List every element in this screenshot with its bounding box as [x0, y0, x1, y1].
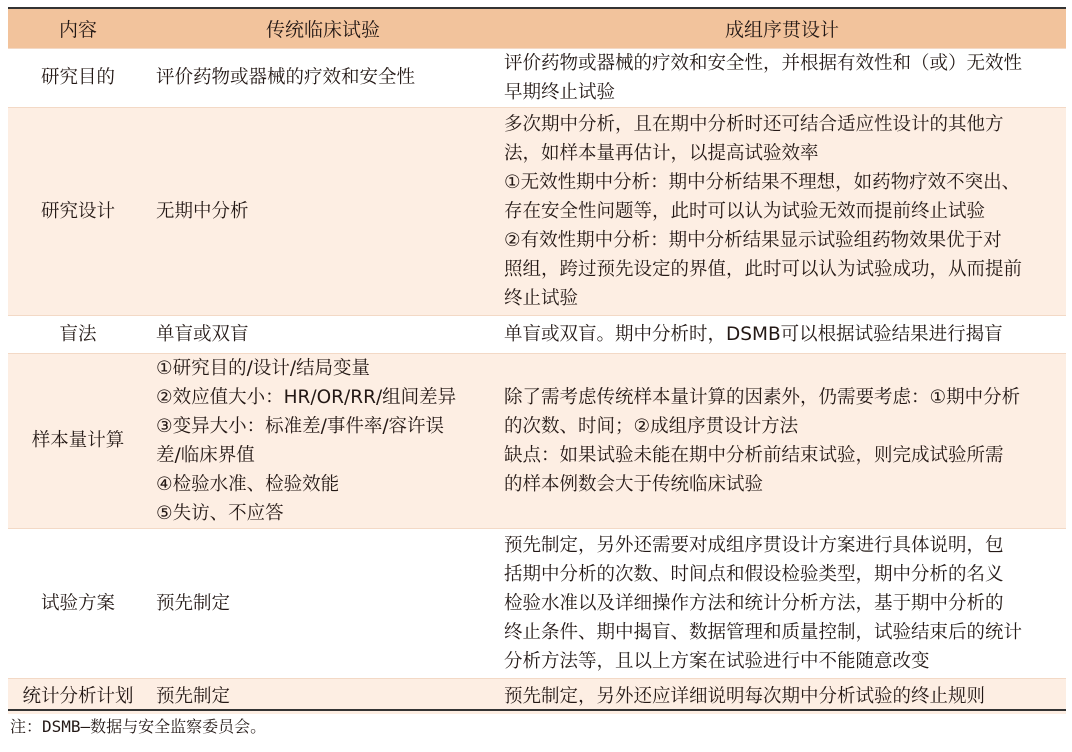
- traditional-line: ④检验水准、检验效能: [156, 473, 340, 495]
- traditional-cell: [148, 107, 498, 315]
- traditional-cell: [148, 528, 498, 678]
- traditional-line: 无期中分析: [156, 200, 249, 222]
- table-row: [8, 107, 1066, 315]
- sequential-line: 的次数、时间；②成组序贯设计方法: [504, 415, 799, 437]
- sequential-line: 终止试验: [504, 287, 579, 309]
- sequential-line: 照组，跨过预先设定的界值，此时可以认为试验成功，从而提前: [504, 258, 1023, 280]
- row-label: 试验方案: [40, 592, 115, 614]
- row-label: 统计分析计划: [22, 685, 134, 707]
- footnote: 注：DSMB—数据与安全监察委员会。: [10, 717, 267, 736]
- sequential-line: ②有效性期中分析：期中分析结果显示试验组药物效果优于对: [504, 229, 1002, 251]
- table-row: [8, 528, 1066, 678]
- sequential-line: 分析方法等，且以上方案在试验进行中不能随意改变: [504, 650, 930, 672]
- table-row: [8, 353, 1066, 528]
- sequential-line: 缺点：如果试验未能在期中分析前结束试验，则完成试验所需: [504, 444, 1004, 466]
- row-label: 样本量计算: [31, 430, 125, 451]
- sequential-line: 终止条件、期中揭盲、数据管理和质量控制，试验结束后的统计: [504, 621, 1023, 643]
- sequential-line: 预先制定，另外还应详细说明每次期中分析试验的终止规则: [504, 685, 986, 707]
- traditional-line: 预先制定: [156, 685, 231, 707]
- table-body: [8, 48, 1066, 714]
- traditional-cell: [148, 315, 498, 353]
- row-label: 盲法: [59, 323, 97, 345]
- traditional-line: ①研究目的/设计/结局变量: [156, 357, 371, 379]
- traditional-line: ②效应值大小：HR/OR/RR/组间差异: [156, 386, 457, 408]
- header-content: 内容: [58, 18, 97, 41]
- traditional-line: ⑤失访、不应答: [156, 502, 284, 524]
- table-row: [8, 48, 1066, 107]
- sequential-line: 除了需考虑传统样本量计算的因素外，仍需要考虑：①期中分析: [504, 386, 1021, 408]
- traditional-line: 评价药物或器械的疗效和安全性: [156, 67, 416, 88]
- sequential-line: 多次期中分析，且在期中分析时还可结合适应性设计的其他方: [504, 113, 1004, 135]
- sequential-line: 的样本例数会大于传统临床试验: [504, 473, 764, 495]
- header-sequential: 成组序贯设计: [724, 18, 839, 41]
- sequential-line: 括期中分析的次数、时间点和假设检验类型，期中分析的名义: [504, 563, 1004, 585]
- sequential-line: 法，如样本量再估计，以提高试验效率: [504, 142, 819, 164]
- sequential-cell: [498, 107, 1066, 315]
- table-header: [8, 9, 1066, 48]
- header-traditional: 传统临床试验: [265, 18, 380, 41]
- row-label: 研究设计: [40, 200, 115, 222]
- sequential-line: 检验水准以及详细操作方法和统计分析方法，基于期中分析的: [504, 592, 1004, 614]
- sequential-line: 单盲或双盲。期中分析时，DSMB可以根据试验结果进行揭盲: [504, 323, 1003, 345]
- traditional-line: ③变异大小：标准差/事件率/容许误: [156, 415, 445, 437]
- sequential-line: ①无效性期中分析：期中分析结果不理想，如药物疗效不突出、: [504, 171, 1021, 193]
- sequential-cell: [498, 315, 1066, 353]
- sequential-cell: [498, 48, 1066, 107]
- traditional-cell: [148, 48, 498, 107]
- sequential-line: 评价药物或器械的疗效和安全性，并根据有效性和（或）无效性: [504, 52, 1023, 74]
- row-label: 研究目的: [40, 67, 115, 88]
- header-row: [8, 9, 1066, 48]
- comparison-table: [8, 9, 1066, 714]
- sequential-line: 预先制定，另外还需要对成组序贯设计方案进行具体说明，包: [504, 534, 1004, 556]
- table-bottom-rule: [8, 709, 1066, 711]
- traditional-line: 单盲或双盲: [156, 323, 249, 345]
- traditional-line: 预先制定: [156, 592, 231, 614]
- sequential-cell: [498, 528, 1066, 678]
- sequential-line: 早期终止试验: [504, 81, 616, 103]
- traditional-line: 差/临床界值: [156, 444, 255, 466]
- sequential-line: 存在安全性问题等，此时可以认为试验无效而提前终止试验: [504, 200, 986, 222]
- traditional-cell: [148, 353, 498, 528]
- table-row: [8, 315, 1066, 353]
- sequential-cell: [498, 353, 1066, 528]
